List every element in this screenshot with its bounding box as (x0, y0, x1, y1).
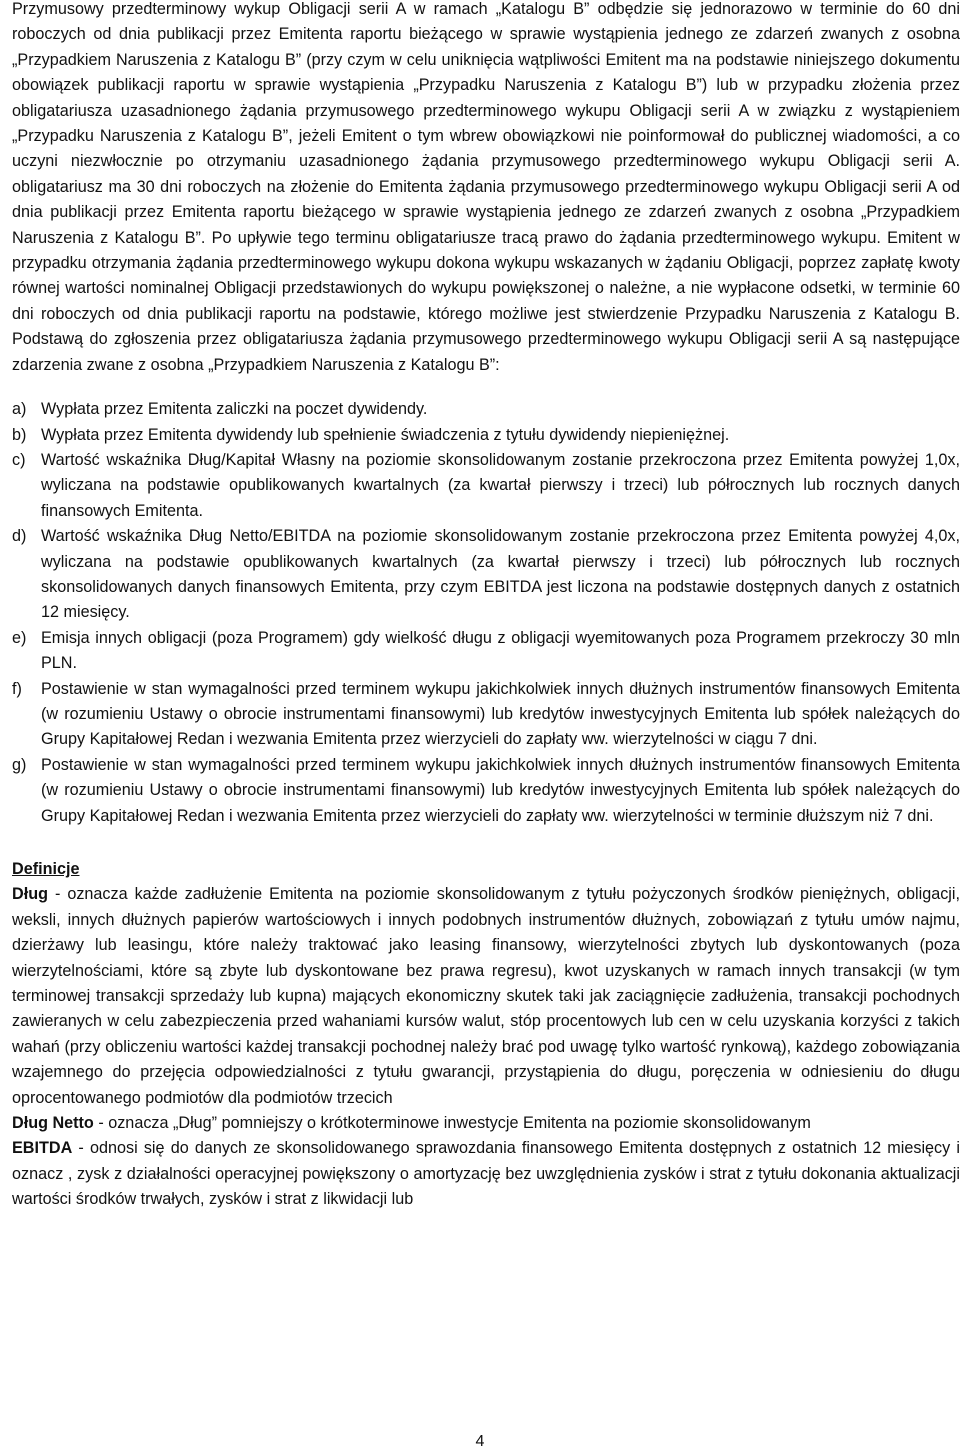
list-item (12, 448, 960, 524)
intro-paragraph: Przymusowy przedterminowy wykup Obligacji serii A w ramach „Katalogu B” odbędzie się jednorazowo w terminie do 60 dni roboczych od dnia publikacji przez Emitenta raportu bieżącego w sprawie wystąpienia jednego ze zdarzeń zwanych z osobna „Przypadkiem Naruszenia z Katalogu B” (przy czym w celu uniknięcia wątpliwości Emitent ma na podstawie niniejszego dokumentu obowiązek publikacji raportu w sprawie wystąpienia „Przypadku Naruszenia z Katalogu B”) lub w przypadku złożenia przez obligatariusza uzasadnionego żądania przymusowego przedterminowego wykupu Obligacji serii A w związku z wystąpieniem „Przypadku Naruszenia z Katalogu B”, jeżeli Emitent o tym wbrew obowiązkowi nie poinformował do publicznej wiadomości, a co uczyni niezwłocznie po otrzymaniu uzasadnionego żądania przymusowego przedterminowego wykupu Obligacji serii A. obligatariusz ma 30 dni roboczych na złożenie do Emitenta żądania przymusowego przedterminowego wykupu Obligacji serii A od dnia publikacji przez Emitenta raportu bieżącego w sprawie wystąpienia jednego ze zdarzeń zwanych z osobna „Przypadkiem Naruszenia z Katalogu B”. Po upływie tego terminu obligatariusze tracą prawo do żądania przedterminowego wykupu. Emitent w przypadku otrzymania żądania przedterminowego wykupu dokona wykupu wskazanych w żądaniu Obligacji, poprzez zapłatę kwoty równej wartości nominalnej Obligacji przedstawionych do wykupu powiększonej o należne, a nie wypłacone odsetki, w terminie 60 dni roboczych od dnia publikacji raportu na podstawie, którego możliwe jest stwierdzenie Przypadku Naruszenia z Katalogu B. Podstawą do zgłoszenia przez obligatariusza żądania przymusowego przedterminowego wykupu Obligacji serii A są następujące zdarzenia zwane z osobna „Przypadkiem Naruszenia z Katalogu B”: (12, 0, 960, 374)
list-item (12, 626, 960, 677)
document-page (12, 0, 960, 1213)
list-item-letter: g) (12, 755, 27, 774)
list-item-text: Wypłata przez Emitenta dywidendy lub spełnienie świadczenia z tytułu dywidendy niepieniężnej. (41, 425, 730, 444)
list-item-letter: a) (12, 400, 27, 419)
list-item (12, 753, 960, 829)
definition-text: - oznacza „Dług” pomniejszy o krótkoterminowe inwestycje Emitenta na poziomie skonsolidowanym (93, 1114, 811, 1133)
list-item-text: Wartość wskaźnika Dług Netto/EBITDA na poziomie skonsolidowanym zostanie przekroczona przez Emitenta powyżej 4,0x, wyliczana na podstawie opublikowanych kwartalnych (za kwartał pierwszy i trzeci) lub półrocznych lub rocznych skonsolidowanych danych finansowych Emitenta, przy czym EBITDA jest liczona na podstawie dostępnych danych z ostatnich 12 miesięcy. (41, 527, 960, 622)
list-item (12, 397, 960, 422)
list-item (12, 423, 960, 448)
definition-term: EBITDA (12, 1139, 73, 1158)
list-item (12, 524, 960, 626)
list-item-letter: b) (12, 425, 27, 444)
list-item-letter: c) (12, 450, 26, 469)
definition-dlug-netto (12, 1111, 960, 1136)
definitions-heading: Definicje (12, 860, 80, 878)
definition-text: - odnosi się do danych ze skonsolidowanego sprawozdania finansowego Emitenta dostępnych z ostatnich 12 miesięcy i oznacz , zysk z działalności operacyjnej powiększony o amortyzację bez uwzględnienia zysków i strat z tytułu dokonania aktualizacji wartości środków trwałych, zysków i strat z likwidacji lub (12, 1139, 960, 1209)
list-item-text: Wartość wskaźnika Dług/Kapitał Własny na poziomie skonsolidowanym zostanie przekroczona przez Emitenta powyżej 1,0x, wyliczana na podstawie opublikowanych kwartalnych (za kwartał pierwszy i trzeci) lub półrocznych lub rocznych danych finansowych Emitenta. (41, 450, 960, 520)
definitions-section (12, 857, 960, 1213)
list-item-letter: e) (12, 628, 27, 647)
list-item-text: Postawienie w stan wymagalności przed terminem wykupu jakichkolwiek innych dłużnych instrumentów finansowych Emitenta (w rozumieniu Ustawy o obrocie instrumentami finansowymi) lub kredytów inwestycyjnych Emitenta lub spółek należących do Grupy Kapitałowej Redan i wezwania Emitenta przez wierzycieli do zapłaty ww. wierzytelności w ciągu 7 dni. (41, 679, 960, 749)
definition-text: - oznacza każde zadłużenie Emitenta na poziomie skonsolidowanym z tytułu pożyczonych środków pieniężnych, obligacji, weksli, innych dłużnych papierów wartościowych i innych podobnych instrumentów dłużnych, zobowiązań z tytułu umów najmu, dzierżawy lub leasingu, które należy traktować jako leasing finansowy, wierzytelności zbytych lub dyskontowanych (poza wierzytelnościami, które są zbyte lub dyskontowane bez prawa regresu), kwot uzyskanych w ramach innych transakcji (w tym terminowej transakcji sprzedaży lub kupna) mających ekonomiczny skutek taki jak zaciągnięcie zadłużenia, transakcji pochodnych zawieranych w celu zabezpieczenia przed wahaniami kursów walut, stóp procentowych lub cen w celu uzyskania korzyści z takich wahań (przy obliczeniu wartości każdej transakcji pochodnej należy brać pod uwagę tylko wartość rynkową), każdego zobowiązania wzajemnego do przejęcia odpowiedzialności z tytułu gwarancji, przystąpienia do długu, poręczenia w odniesieniu do długu oprocentowanego podmiotów dla podmiotów trzecich (12, 885, 960, 1107)
definition-dlug (12, 882, 960, 1111)
list-item-text: Emisja innych obligacji (poza Programem) gdy wielkość długu z obligacji wyemitowanych poza Programem przekroczy 30 mln PLN. (41, 628, 960, 673)
page-number: 4 (475, 1433, 485, 1450)
list-item (12, 677, 960, 753)
definition-term: Dług Netto (12, 1114, 94, 1133)
definition-term: Dług (12, 885, 48, 904)
list-item-letter: f) (12, 679, 22, 698)
list-item-text: Postawienie w stan wymagalności przed terminem wykupu jakichkolwiek innych dłużnych instrumentów finansowych Emitenta (w rozumieniu Ustawy o obrocie instrumentami finansowymi) lub kredytów inwestycyjnych Emitenta lub spółek należących do Grupy Kapitałowej Redan i wezwania Emitenta przez wierzycieli do zapłaty ww. wierzytelności w terminie dłuższym niż 7 dni. (41, 755, 960, 825)
definition-ebitda (12, 1136, 960, 1212)
list-item-text: Wypłata przez Emitenta zaliczki na poczet dywidendy. (41, 400, 428, 419)
list-item-letter: d) (12, 527, 27, 546)
violation-list (12, 397, 960, 829)
